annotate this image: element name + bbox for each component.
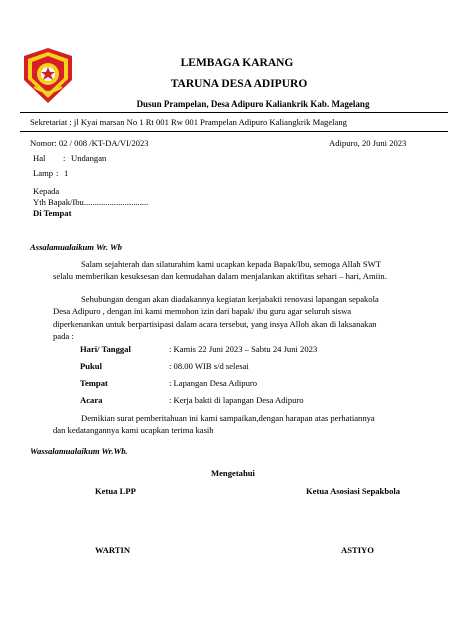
right-signatory-title: Ketua Asosiasi Sepakbola: [306, 486, 401, 496]
paragraph-line: Sehubungan dengan akan diadakannya kegiatan kerjabakti renovasi lapangan sepakola: [81, 294, 379, 304]
karang-taruna-logo-icon: [22, 47, 74, 104]
attachment-label: Lamp: [33, 168, 54, 178]
attachment-value: 1: [64, 168, 69, 178]
right-signatory-name: ASTIYO: [341, 545, 374, 555]
recipient-line2: Yth Bapak/Ibu..............................: [33, 197, 149, 207]
subject-separator: :: [63, 153, 66, 163]
paragraph-line: pada :: [53, 331, 74, 342]
paragraph-line: Salam sejahterah dan silaturahim kami ucapkan kepada Bapak/Ibu, semoga Allah SWT: [81, 259, 381, 269]
paragraph-line: Demikian surat pemberitahuan ini kami sampaikan,dengan harapan atas perhatiannya: [81, 413, 375, 423]
paragraph-purpose: [53, 293, 431, 343]
org-name-line2: TARUNA DESA ADIPURO: [170, 78, 308, 90]
letter-number: Nomor: 02 / 008 /KT-DA/VI/2023: [30, 138, 149, 148]
closing-greeting: Wassalamualaikum Wr.Wb.: [30, 446, 128, 456]
recipient-line1: Kepada: [33, 186, 60, 196]
known-by-label: Mengetahui: [211, 468, 255, 478]
paragraph-line: selalu memberikan kesuksesan dan kemudahan dalam menjalankan aktifitas sehari – hari, Amiin.: [53, 271, 387, 282]
paragraph-line: dan kedatangannya kami ucapkan terima kasih: [53, 425, 214, 436]
attachment-separator: :: [56, 168, 59, 178]
opening-greeting: Assalamualaikum Wr. Wb: [30, 242, 122, 252]
detail-label-date: Hari/ Tanggal: [80, 344, 131, 354]
paragraph-line: Desa Adipuro , dengan ini kami memohon izin dari bapak/ ibu guru agar seluruh siswa: [53, 306, 352, 317]
detail-value-place: : Lapangan Desa Adipuro: [169, 378, 258, 388]
header-divider-bottom: [20, 131, 448, 132]
letter-place-date: Adipuro, 20 Juni 2023: [329, 138, 407, 148]
secretariat-address: Sekretariat : jl Kyai marsan No 1 Rt 001 Rw 001 Prampelan Adipuro Kaliangkrik Magelang: [30, 117, 347, 127]
detail-value-time: : 08.00 WIB s/d selesai: [169, 361, 249, 371]
paragraph-opening: [53, 258, 431, 283]
detail-value-event: : Kerja bakti di lapangan Desa Adipuro: [169, 395, 304, 405]
subject-value: Undangan: [71, 153, 107, 163]
paragraph-closing: [53, 412, 431, 437]
left-signatory-name: WARTIN: [95, 545, 131, 555]
subject-label: Hal: [33, 153, 46, 163]
org-name-line1: LEMBAGA KARANG: [180, 57, 294, 69]
left-signatory-title: Ketua LPP: [95, 486, 136, 496]
detail-label-event: Acara: [80, 395, 103, 405]
detail-label-place: Tempat: [80, 378, 108, 388]
recipient-line3: Di Tempat: [33, 208, 72, 218]
detail-label-time: Pukul: [80, 361, 102, 371]
detail-value-date: : Kamis 22 Juni 2023 – Sabtu 24 Juni 2023: [169, 344, 318, 354]
org-address: Dusun Prampelan, Desa Adipuro Kaliankrik Kab. Magelang: [136, 99, 370, 109]
header-divider-top: [20, 112, 448, 113]
paragraph-line: diperkenankan untuk berpartisipasi dalam acara tersebut, yang insya Alloh akan di laksanakan: [53, 318, 377, 329]
